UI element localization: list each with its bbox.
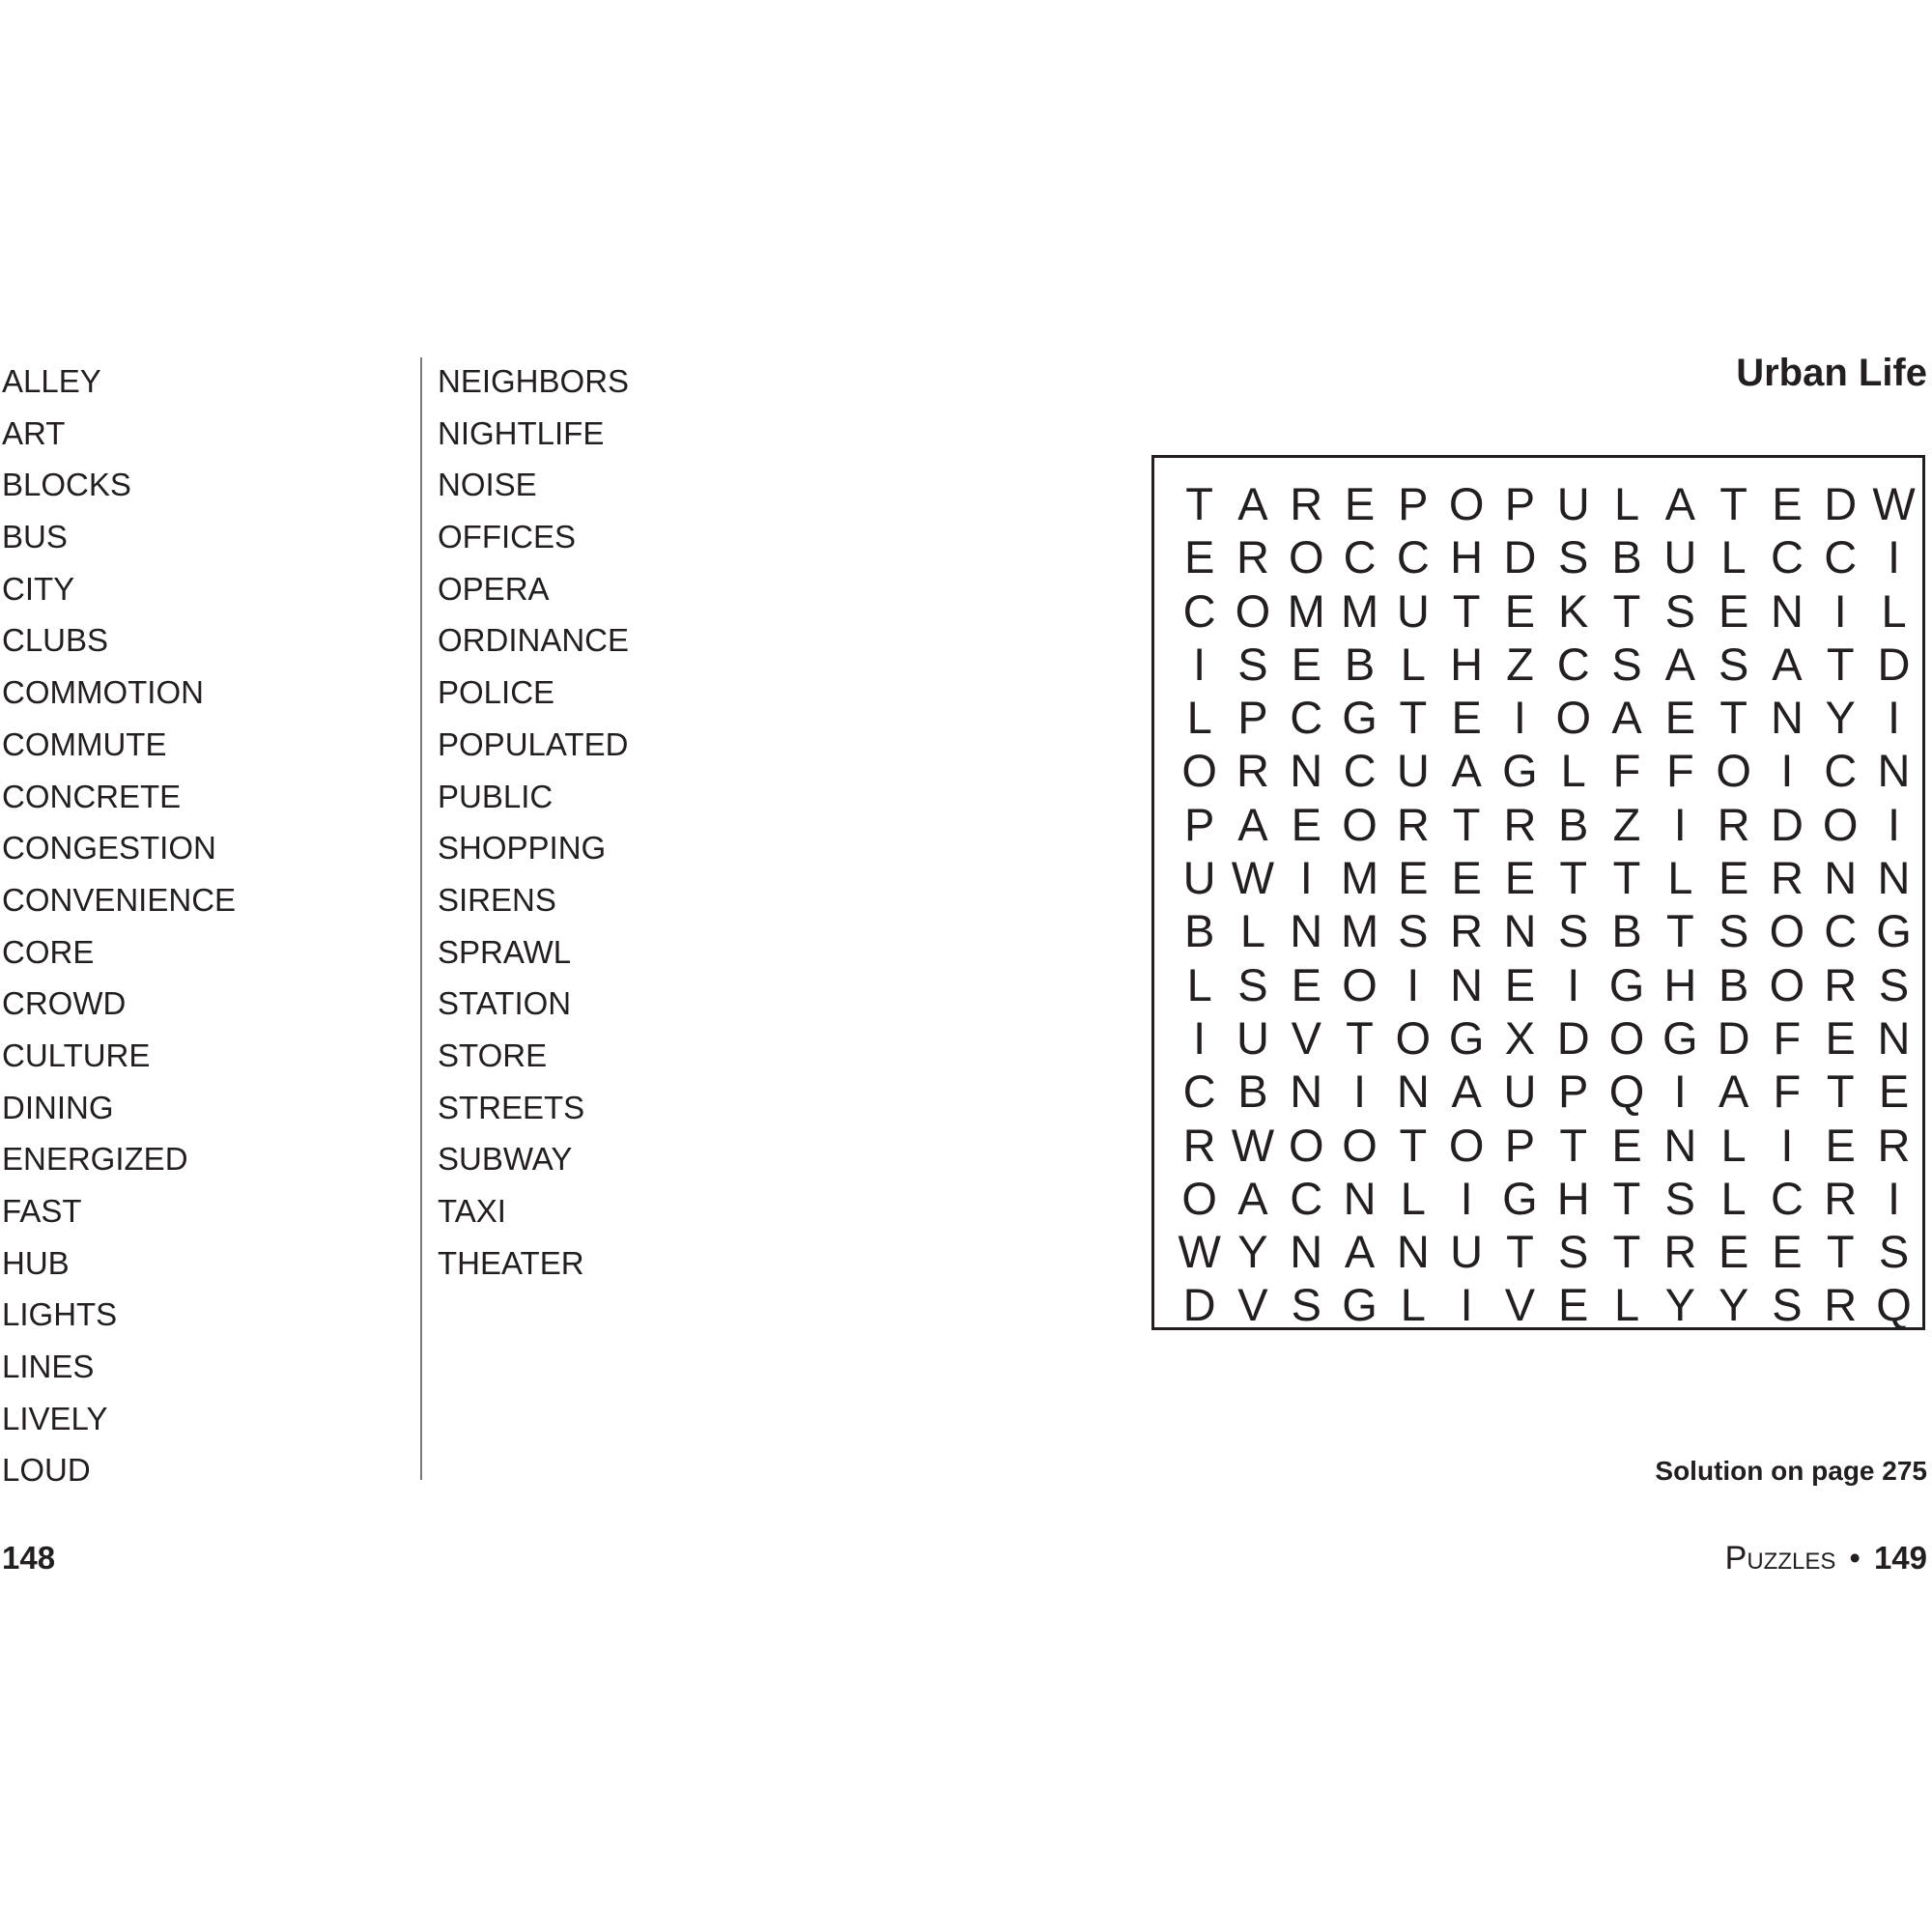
word-list-item: STREETS: [438, 1089, 585, 1125]
grid-letter: O: [1235, 584, 1271, 637]
word-list-item: NIGHTLIFE: [438, 414, 605, 451]
grid-letter: S: [1878, 958, 1910, 1010]
grid-letter: C: [1396, 531, 1430, 583]
grid-letter: I: [1193, 638, 1207, 690]
grid-letter: H: [1663, 958, 1697, 1010]
word-list-item: DINING: [2, 1089, 114, 1125]
solution-note: Solution on page 275: [1655, 1456, 1927, 1486]
grid-letter: A: [1718, 1065, 1749, 1118]
grid-letter: S: [1291, 1279, 1321, 1331]
grid-letter: D: [1824, 478, 1858, 529]
grid-letter: P: [1504, 478, 1536, 529]
word-list-item: SHOPPING: [438, 830, 607, 867]
grid-letter: E: [1772, 1226, 1803, 1278]
grid-letter: I: [1887, 798, 1901, 850]
word-list-item: CONVENIENCE: [2, 881, 237, 918]
grid-letter: V: [1237, 1279, 1268, 1331]
grid-letter: O: [1448, 1119, 1485, 1171]
grid-letter: F: [1665, 745, 1694, 797]
grid-letter: E: [1718, 1226, 1749, 1278]
grid-letter: N: [1450, 958, 1484, 1010]
grid-letter: M: [1340, 905, 1379, 957]
grid-letter: G: [1662, 1011, 1698, 1064]
grid-letter: P: [1183, 798, 1215, 850]
grid-letter: T: [1399, 692, 1428, 744]
word-list-item: STORE: [438, 1037, 548, 1073]
grid-letter: S: [1558, 1226, 1589, 1278]
column-divider: [420, 357, 422, 1480]
grid-letter: S: [1772, 1279, 1803, 1331]
grid-letter: P: [1398, 478, 1429, 529]
grid-letter: E: [1718, 852, 1749, 904]
grid-letter: R: [1182, 1119, 1216, 1171]
word-list-item: ENERGIZED: [2, 1141, 188, 1178]
grid-letter: Z: [1506, 638, 1534, 690]
grid-letter: N: [1503, 905, 1537, 957]
right-footer: [1725, 1540, 1927, 1577]
grid-letter: S: [1558, 905, 1589, 957]
grid-letter: B: [1344, 638, 1376, 690]
grid-letter: E: [1504, 852, 1536, 904]
left-page-number: 148: [2, 1540, 56, 1576]
grid-letter: E: [1825, 1119, 1856, 1171]
letter-grid: [1173, 477, 1920, 1332]
grid-letter: C: [1182, 584, 1216, 637]
grid-letter: S: [1398, 905, 1429, 957]
word-list-left: [2, 355, 236, 1496]
word-list-item: BUS: [2, 519, 68, 555]
grid-letter: C: [1770, 1172, 1804, 1224]
grid-letter: T: [1719, 692, 1747, 744]
grid-letter: W: [1231, 852, 1275, 904]
grid-letter: T: [1346, 1011, 1374, 1064]
grid-letter: K: [1558, 584, 1589, 637]
grid-letter: E: [1611, 1119, 1642, 1171]
grid-letter: L: [1400, 1172, 1426, 1224]
grid-letter: T: [1612, 852, 1641, 904]
grid-letter: G: [1502, 1172, 1538, 1224]
grid-letter: T: [1399, 1119, 1428, 1171]
grid-letter: B: [1611, 905, 1642, 957]
grid-letter: I: [1513, 692, 1526, 744]
grid-letter: U: [1450, 1226, 1484, 1278]
grid-letter: T: [1559, 852, 1588, 904]
grid-letter: I: [1673, 798, 1687, 850]
grid-letter: I: [1887, 531, 1901, 583]
grid-letter: I: [1406, 958, 1420, 1010]
grid-letter: L: [1881, 584, 1907, 637]
grid-letter: D: [1503, 531, 1537, 583]
grid-letter: E: [1451, 692, 1482, 744]
word-list-item: ORDINANCE: [438, 622, 630, 659]
grid-letter: O: [1342, 798, 1378, 850]
grid-letter: S: [1664, 1172, 1695, 1224]
grid-letter: S: [1237, 638, 1268, 690]
word-list-item: BLOCKS: [2, 467, 131, 503]
grid-letter: S: [1718, 905, 1749, 957]
grid-letter: W: [1231, 1119, 1275, 1171]
grid-letter: E: [1718, 584, 1749, 637]
grid-letter: E: [1772, 478, 1803, 529]
grid-letter: L: [1720, 1172, 1747, 1224]
grid-letter: S: [1718, 638, 1749, 690]
grid-letter: L: [1720, 531, 1747, 583]
grid-letter: F: [1612, 745, 1641, 797]
grid-letter: L: [1667, 852, 1693, 904]
grid-letter: A: [1344, 1226, 1376, 1278]
grid-letter: I: [1353, 1065, 1367, 1118]
grid-letter: S: [1558, 531, 1589, 583]
grid-letter: Z: [1612, 798, 1641, 850]
grid-letter: C: [1824, 531, 1858, 583]
grid-letter: Y: [1825, 692, 1856, 744]
word-list-item: CULTURE: [2, 1037, 151, 1073]
grid-letter: N: [1290, 1226, 1323, 1278]
word-list-item: TAXI: [438, 1193, 506, 1229]
grid-letter: E: [1878, 1065, 1910, 1118]
grid-letter: L: [1560, 745, 1586, 797]
grid-letter: L: [1186, 692, 1212, 744]
grid-letter: L: [1186, 958, 1212, 1010]
grid-letter: C: [1343, 745, 1377, 797]
grid-letter: C: [1824, 745, 1858, 797]
grid-letter: D: [1717, 1011, 1750, 1064]
word-list-item: SPRAWL: [438, 933, 572, 970]
grid-letter: Y: [1718, 1279, 1749, 1331]
grid-letter: R: [1717, 798, 1750, 850]
grid-letter: T: [1559, 1119, 1588, 1171]
grid-letter: L: [1613, 478, 1640, 529]
grid-letter: I: [1460, 1172, 1473, 1224]
grid-letter: A: [1611, 692, 1642, 744]
grid-letter: H: [1450, 638, 1484, 690]
word-list-item: CLUBS: [2, 622, 109, 659]
grid-letter: A: [1451, 1065, 1482, 1118]
grid-letter: E: [1825, 1011, 1856, 1064]
grid-letter: I: [1567, 958, 1580, 1010]
grid-letter: O: [1181, 745, 1217, 797]
grid-letter: D: [1877, 638, 1911, 690]
grid-letter: O: [1395, 1011, 1432, 1064]
grid-letter: T: [1452, 798, 1481, 850]
word-list-item: COMMUTE: [2, 725, 167, 762]
footer-bullet: •: [1849, 1540, 1861, 1576]
grid-letter: E: [1291, 958, 1321, 1010]
grid-letter: U: [1396, 745, 1430, 797]
grid-letter: G: [1608, 958, 1645, 1010]
grid-letter: U: [1503, 1065, 1537, 1118]
grid-letter: B: [1611, 531, 1642, 583]
grid-letter: Q: [1876, 1279, 1912, 1331]
grid-letter: O: [1181, 1172, 1217, 1224]
grid-letter: C: [1290, 692, 1323, 744]
grid-letter: T: [1665, 905, 1694, 957]
grid-letter: O: [1822, 798, 1859, 850]
grid-letter: A: [1664, 478, 1695, 529]
grid-letter: S: [1237, 958, 1268, 1010]
grid-letter: I: [1887, 1172, 1901, 1224]
grid-letter: T: [1612, 1172, 1641, 1224]
grid-letter: Y: [1664, 1279, 1695, 1331]
grid-letter: D: [1556, 1011, 1590, 1064]
grid-letter: C: [1770, 531, 1804, 583]
grid-letter: V: [1291, 1011, 1321, 1064]
grid-letter: E: [1504, 958, 1536, 1010]
grid-letter: U: [1556, 478, 1590, 529]
grid-letter: G: [1448, 1011, 1485, 1064]
grid-letter: E: [1344, 478, 1376, 529]
grid-letter: W: [1178, 1226, 1221, 1278]
grid-letter: I: [1193, 1011, 1207, 1064]
word-list-item: CONCRETE: [2, 778, 182, 814]
grid-letter: N: [1396, 1226, 1430, 1278]
grid-letter: O: [1555, 692, 1591, 744]
grid-letter: E: [1451, 852, 1482, 904]
grid-letter: T: [1826, 1226, 1855, 1278]
grid-letter: S: [1664, 584, 1695, 637]
grid-letter: R: [1236, 745, 1269, 797]
grid-letter: E: [1558, 1279, 1589, 1331]
word-list-item: PUBLIC: [438, 778, 554, 814]
word-list-item: NOISE: [438, 467, 537, 503]
grid-letter: O: [1342, 1119, 1378, 1171]
grid-letter: N: [1877, 1011, 1911, 1064]
grid-letter: H: [1450, 531, 1484, 583]
grid-letter: C: [1824, 905, 1858, 957]
grid-letter: O: [1769, 905, 1805, 957]
grid-letter: O: [1448, 478, 1485, 529]
grid-letter: O: [1288, 1119, 1324, 1171]
grid-letter: T: [1719, 478, 1747, 529]
grid-letter: R: [1770, 852, 1804, 904]
grid-letter: N: [1770, 584, 1804, 637]
grid-letter: G: [1342, 1279, 1378, 1331]
grid-letter: R: [1824, 1172, 1858, 1224]
grid-letter: N: [1290, 1065, 1323, 1118]
grid-letter: U: [1182, 852, 1216, 904]
grid-letter: U: [1396, 584, 1430, 637]
grid-letter: I: [1780, 1119, 1794, 1171]
grid-letter: R: [1450, 905, 1484, 957]
grid-letter: E: [1291, 638, 1321, 690]
grid-letter: G: [1502, 745, 1538, 797]
word-list-item: SIRENS: [438, 881, 556, 918]
grid-letter: Y: [1237, 1226, 1268, 1278]
grid-letter: T: [1826, 638, 1855, 690]
grid-letter: A: [1237, 798, 1268, 850]
grid-letter: P: [1237, 692, 1268, 744]
grid-letter: T: [1826, 1065, 1855, 1118]
grid-letter: R: [1236, 531, 1269, 583]
word-list-item: LIVELY: [2, 1400, 108, 1436]
grid-letter: B: [1718, 958, 1749, 1010]
grid-letter: O: [1608, 1011, 1645, 1064]
grid-letter: A: [1237, 1172, 1268, 1224]
grid-letter: A: [1451, 745, 1482, 797]
grid-letter: F: [1773, 1011, 1802, 1064]
word-list-item: POLICE: [438, 674, 555, 711]
grid-letter: I: [1833, 584, 1847, 637]
grid-letter: I: [1673, 1065, 1687, 1118]
grid-letter: P: [1558, 1065, 1589, 1118]
grid-letter: E: [1664, 692, 1695, 744]
grid-letter: C: [1556, 638, 1590, 690]
grid-letter: N: [1290, 905, 1323, 957]
grid-letter: I: [1460, 1279, 1473, 1331]
word-list-item: STATION: [438, 985, 572, 1022]
grid-letter: G: [1876, 905, 1912, 957]
grid-letter: G: [1342, 692, 1378, 744]
grid-letter: R: [1824, 1279, 1858, 1331]
grid-letter: N: [1824, 852, 1858, 904]
word-list-item: COMMOTION: [2, 674, 204, 711]
grid-letter: N: [1770, 692, 1804, 744]
grid-letter: T: [1506, 1226, 1534, 1278]
grid-letter: E: [1504, 584, 1536, 637]
grid-letter: N: [1343, 1172, 1377, 1224]
grid-letter: B: [1237, 1065, 1268, 1118]
grid-letter: L: [1400, 638, 1426, 690]
grid-letter: B: [1558, 798, 1589, 850]
word-list-item: LOUD: [2, 1452, 91, 1489]
grid-letter: F: [1773, 1065, 1802, 1118]
word-list-item: OPERA: [438, 570, 550, 607]
grid-letter: A: [1237, 478, 1268, 529]
grid-letter: O: [1716, 745, 1751, 797]
grid-letter: T: [1452, 584, 1481, 637]
grid-letter: M: [1340, 852, 1379, 904]
word-list-item: THEATER: [438, 1244, 584, 1281]
grid-letter: O: [1288, 531, 1324, 583]
grid-letter: T: [1612, 584, 1641, 637]
grid-letter: H: [1556, 1172, 1590, 1224]
grid-letter: I: [1887, 692, 1901, 744]
grid-letter: E: [1291, 798, 1321, 850]
grid-letter: N: [1396, 1065, 1430, 1118]
word-list-item: HUB: [2, 1244, 70, 1281]
grid-letter: U: [1663, 531, 1697, 583]
grid-letter: N: [1290, 745, 1323, 797]
grid-letter: T: [1612, 1226, 1641, 1278]
grid-letter: S: [1878, 1226, 1910, 1278]
word-list-item: CITY: [2, 570, 75, 607]
word-list-item: ALLEY: [2, 363, 101, 399]
grid-letter: L: [1613, 1279, 1640, 1331]
puzzle-title: Urban Life: [1736, 352, 1927, 394]
grid-letter: R: [1503, 798, 1537, 850]
grid-letter: B: [1183, 905, 1215, 957]
grid-letter: M: [1340, 584, 1379, 637]
word-list-item: CORE: [2, 933, 95, 970]
grid-letter: I: [1299, 852, 1313, 904]
word-list-item: POPULATED: [438, 725, 629, 762]
grid-letter: L: [1239, 905, 1266, 957]
grid-letter: W: [1872, 478, 1916, 529]
grid-letter: T: [1185, 478, 1213, 529]
word-list-item: ART: [2, 414, 66, 451]
grid-letter: L: [1720, 1119, 1747, 1171]
word-list-item: CONGESTION: [2, 830, 216, 867]
grid-letter: V: [1504, 1279, 1536, 1331]
right-page-number: 149: [1873, 1540, 1927, 1576]
grid-letter: N: [1877, 745, 1911, 797]
grid-letter: A: [1772, 638, 1803, 690]
word-list-item: SUBWAY: [438, 1141, 573, 1178]
grid-letter: D: [1770, 798, 1804, 850]
grid-letter: S: [1611, 638, 1642, 690]
grid-letter: R: [1824, 958, 1858, 1010]
word-list-item: NEIGHBORS: [438, 363, 630, 399]
word-list-item: FAST: [2, 1193, 82, 1229]
grid-letter: C: [1290, 1172, 1323, 1224]
grid-letter: R: [1663, 1226, 1697, 1278]
grid-letter: O: [1769, 958, 1805, 1010]
grid-letter: E: [1183, 531, 1215, 583]
grid-letter: R: [1290, 478, 1323, 529]
grid-letter: L: [1400, 1279, 1426, 1331]
grid-letter: R: [1396, 798, 1430, 850]
grid-letter: C: [1182, 1065, 1216, 1118]
word-search-grid: [1151, 455, 1925, 1330]
grid-letter: N: [1663, 1119, 1697, 1171]
grid-letter: U: [1236, 1011, 1269, 1064]
word-list-item: LIGHTS: [2, 1296, 118, 1333]
word-list-item: CROWD: [2, 985, 127, 1022]
grid-letter: P: [1504, 1119, 1536, 1171]
grid-letter: R: [1877, 1119, 1911, 1171]
grid-letter: C: [1343, 531, 1377, 583]
section-name: Puzzles: [1724, 1540, 1836, 1577]
grid-letter: I: [1780, 745, 1794, 797]
grid-letter: O: [1342, 958, 1378, 1010]
grid-letter: D: [1182, 1279, 1216, 1331]
grid-letter: E: [1398, 852, 1429, 904]
word-list-item: OFFICES: [438, 519, 577, 555]
grid-letter: A: [1664, 638, 1695, 690]
word-list-right: [438, 355, 629, 1289]
grid-letter: Q: [1608, 1065, 1645, 1118]
grid-letter: X: [1504, 1011, 1536, 1064]
grid-letter: M: [1287, 584, 1325, 637]
word-list-item: LINES: [2, 1349, 95, 1385]
grid-letter: N: [1877, 852, 1911, 904]
